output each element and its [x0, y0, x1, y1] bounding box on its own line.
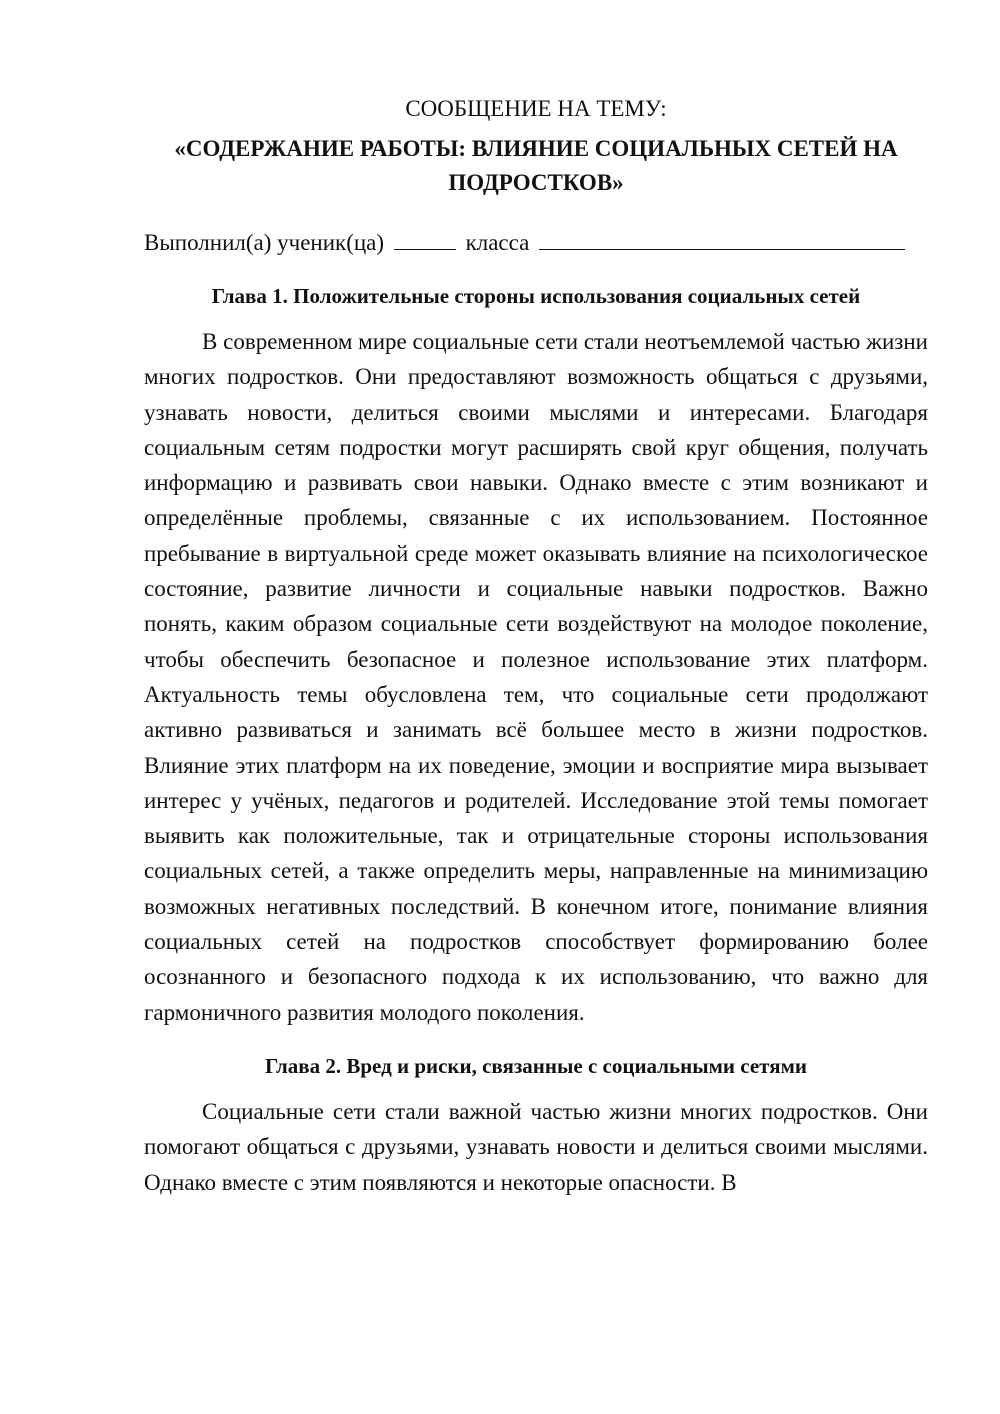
author-line: [144, 226, 928, 260]
chapter-2-heading: Глава 2. Вред и риски, связанные с социальными сетями: [265, 1053, 807, 1078]
chapter-2-paragraph: Социальные сети стали важной частью жизни многих подростков. Они помогают общаться с друзьями, узнавать новости и делиться своими мыслями. Однако вместе с этим появляются и некоторые опасности. В: [144, 1098, 928, 1195]
chapter-1-heading: Глава 1. Положительные стороны использования социальных сетей: [211, 284, 861, 308]
document-content: [144, 92, 928, 1200]
class-number-blank: [394, 227, 456, 250]
title-prefix: СООБЩЕНИЕ НА ТЕМУ:: [405, 96, 667, 121]
author-prefix-label: Выполнил(а) ученик(ца): [144, 230, 385, 255]
class-letter-blank: [539, 227, 905, 250]
chapter-1-paragraph: В современном мире социальные сети стали неотъемлемой частью жизни многих подростков. Они предоставляют возможность общаться с друзьями, узнавать новости, делиться своими мыслями и интересами. Благодаря социальным сетям подростки могут расширять свой круг общения, получать информацию и развивать свои навыки. Однако вместе с этим возникают и определённые проблемы, связанные с их использованием. Постоянное пребывание в виртуальной среде может оказывать влияние на психологическое состояние, развитие личности и социальные навыки подростков. Важно понять, каким образом социальные сети воздействуют на молодое поколение, чтобы обеспечить безопасное и полезное использование этих платформ. Актуальность темы обусловлена тем, что социальные сети продолжают активно развиваться и занимать всё большее место в жизни подростков. Влияние этих платформ на их поведение, эмоции и восприятие мира вызывает интерес у учёных, педагогов и родителей. Исследование этой темы помогает выявить как положительные, так и отрицательные стороны использования социальных сетей, а также определить меры, направленные на минимизацию возможных негативных последствий. В конечном итоге, понимание влияния социальных сетей на подростков способствует формированию более осознанного и безопасного подхода к их использованию, что важно для гармоничного развития молодого поколения.: [144, 329, 928, 1025]
document-title: «СОДЕРЖАНИЕ РАБОТЫ: ВЛИЯНИЕ СОЦИАЛЬНЫХ СЕТЕЙ НА ПОДРОСТКОВ»: [174, 136, 898, 195]
class-label: класса: [465, 230, 530, 255]
